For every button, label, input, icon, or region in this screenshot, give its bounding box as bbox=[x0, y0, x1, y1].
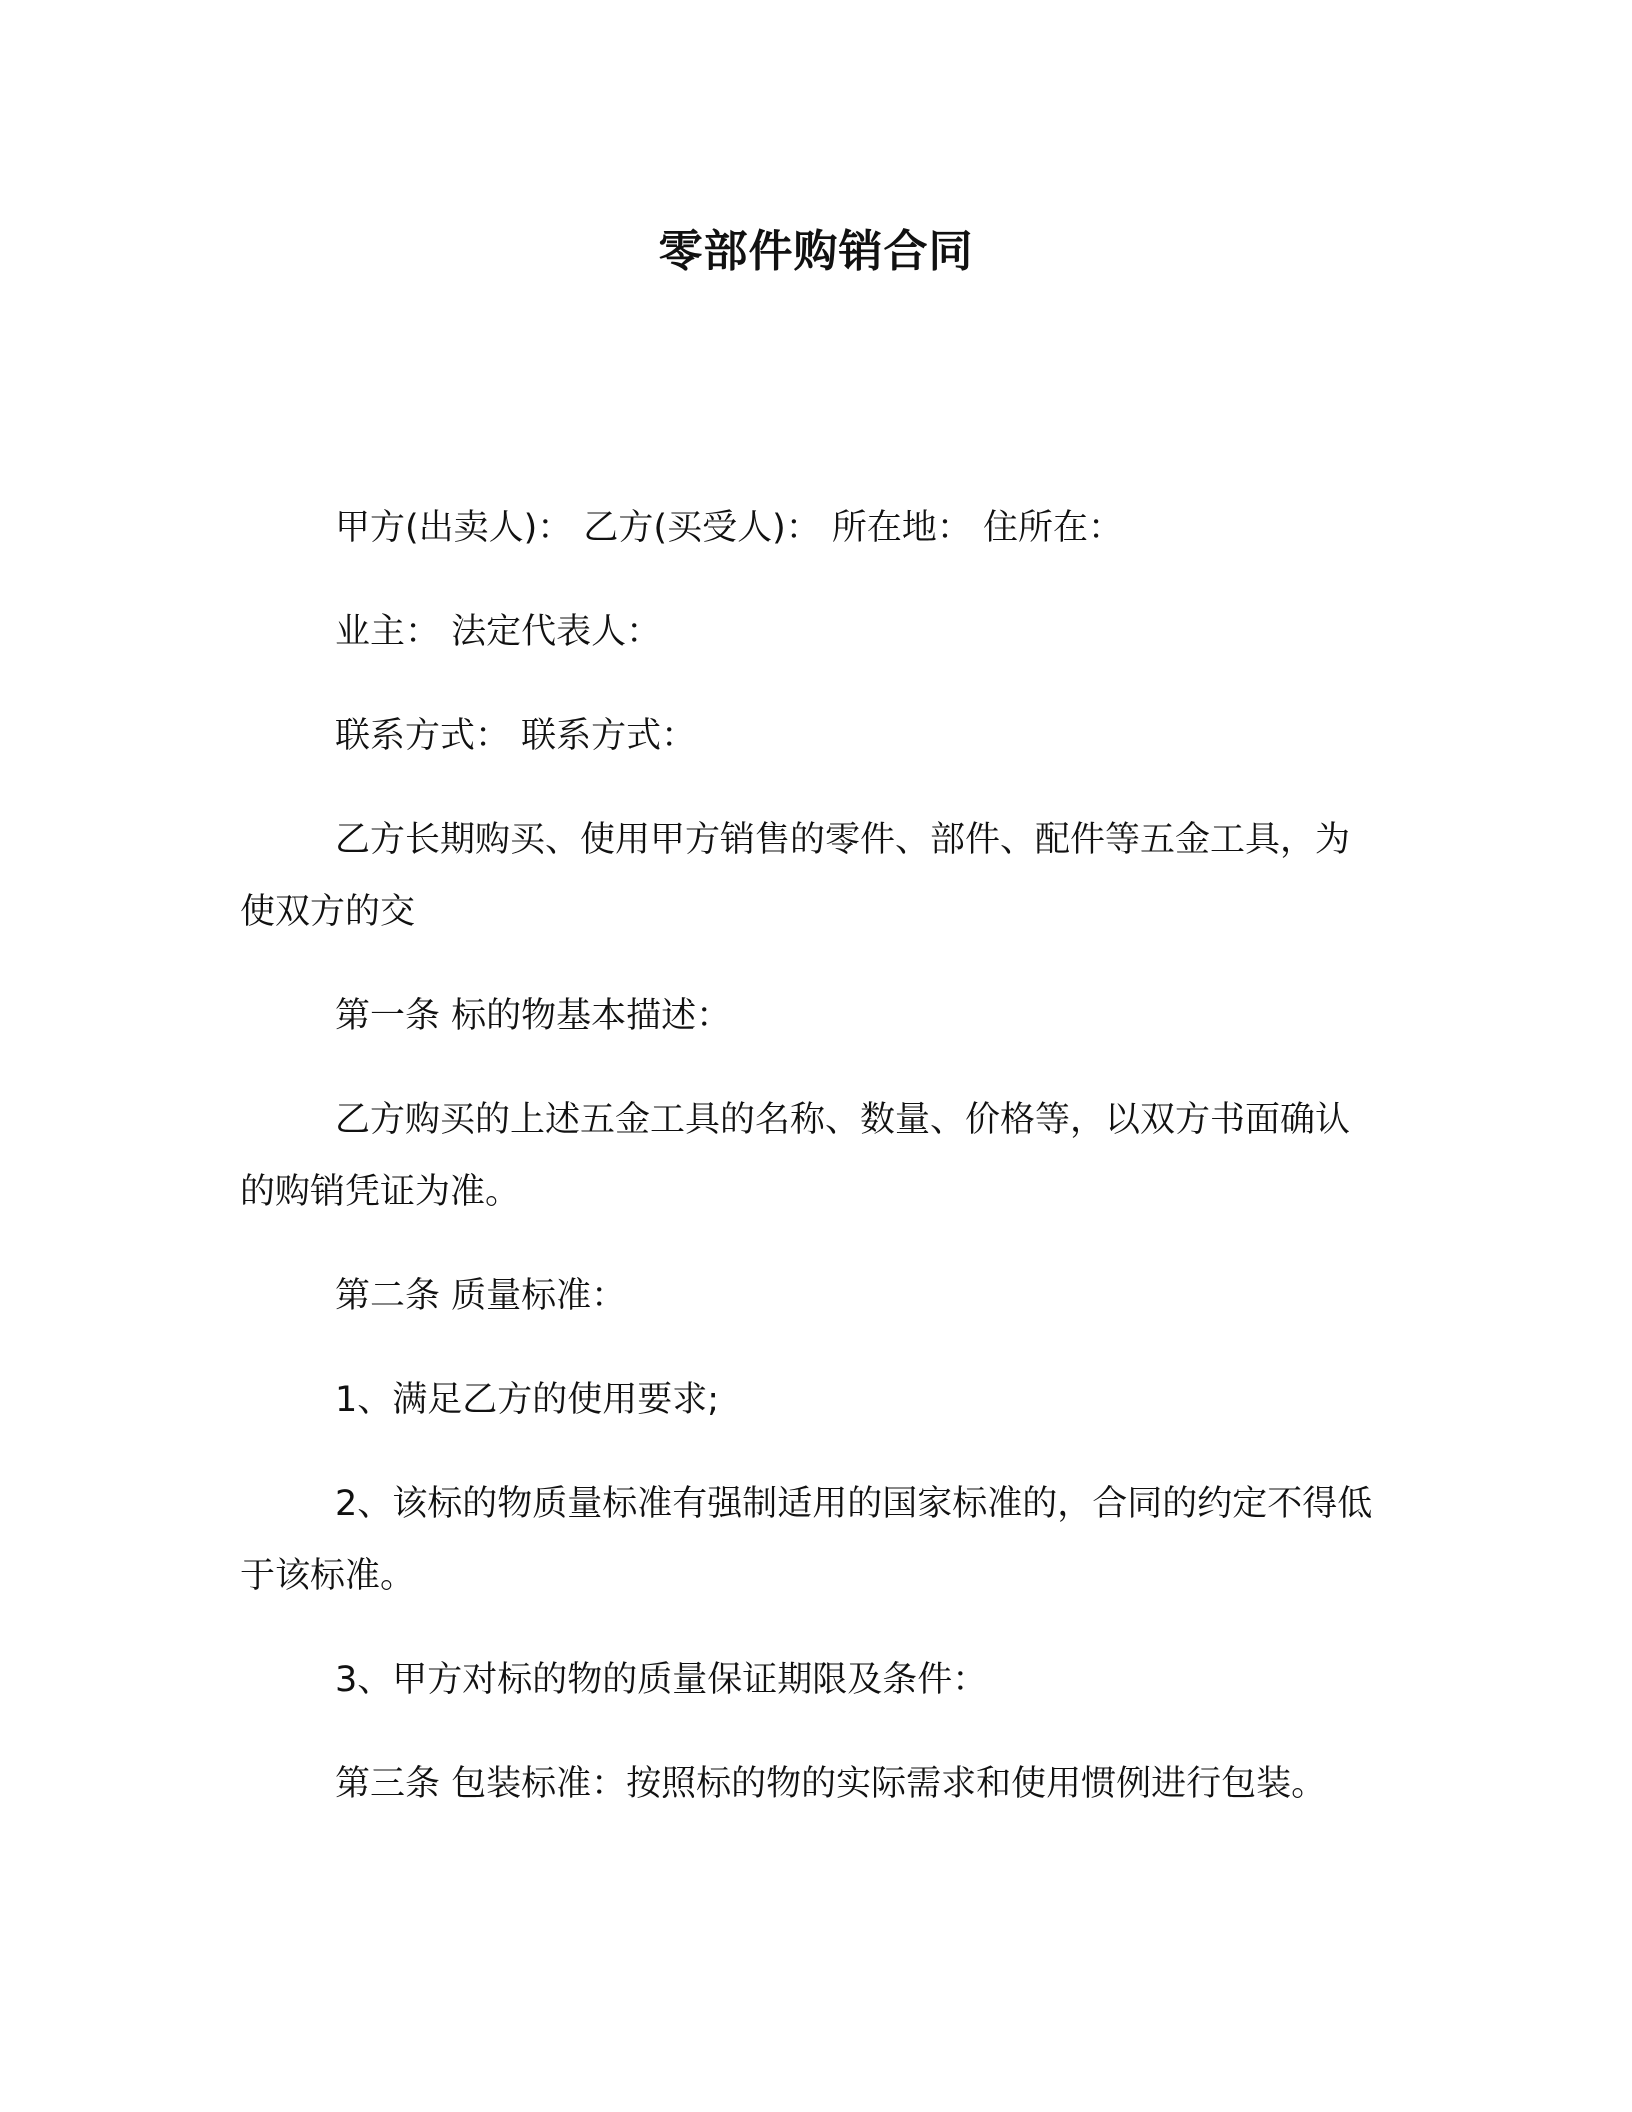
article-2-item-2: 2、该标的物质量标准有强制适用的国家标准的，合同的约定不得低于该标准。 bbox=[240, 1484, 1373, 1596]
article-2-item-3: 3、甲方对标的物的质量保证期限及条件： bbox=[335, 1660, 988, 1700]
article-2-item-1: 1、满足乙方的使用要求; bbox=[335, 1380, 720, 1420]
article-1-text: 乙方购买的上述五金工具的名称、数量、价格等，以双方书面确认的购销凭证为准。 bbox=[240, 1100, 1351, 1212]
article-3-text: 第三条 包装标准：按照标的物的实际需求和使用惯例进行包装。 bbox=[335, 1764, 1327, 1804]
party-info-line: 甲方(出卖人)： 乙方(买受人)： 所在地： 住所在： bbox=[335, 508, 1123, 548]
owner-representative-line: 业主： 法定代表人： bbox=[335, 612, 662, 652]
preamble-paragraph: 乙方长期购买、使用甲方销售的零件、部件、配件等五金工具，为使双方的交 bbox=[240, 820, 1351, 932]
article-2-heading: 第二条 质量标准： bbox=[335, 1276, 627, 1316]
article-1-heading: 第一条 标的物基本描述： bbox=[335, 996, 732, 1036]
document-body bbox=[240, 492, 1376, 1852]
contact-line: 联系方式： 联系方式： bbox=[335, 716, 697, 756]
document-title: 零部件购销合同 bbox=[658, 226, 974, 277]
